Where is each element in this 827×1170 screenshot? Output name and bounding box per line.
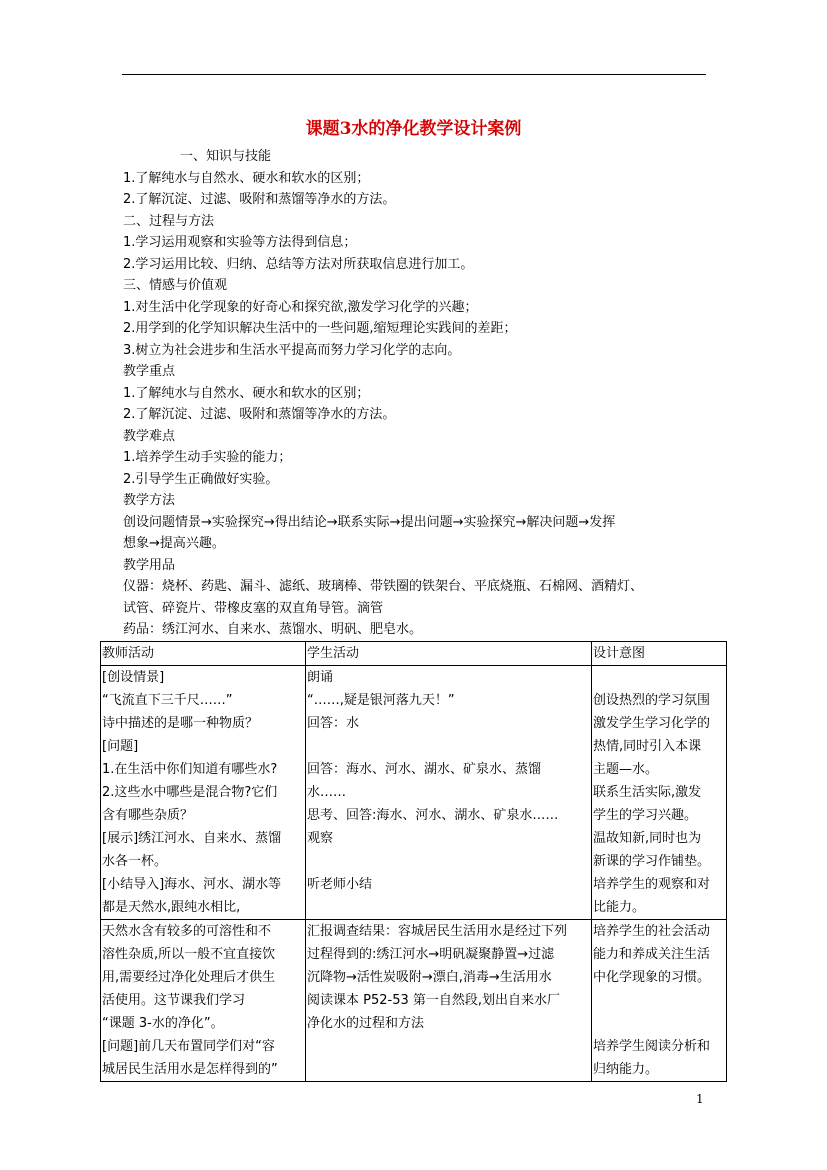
list-item: 2.引导学生正确做好实验。 bbox=[123, 471, 279, 487]
cell-line bbox=[307, 735, 590, 758]
cell-line: [问题]前几天布置同学们对“容 bbox=[102, 1039, 275, 1054]
cell-line: 活使用。这节课我们学习 bbox=[102, 993, 246, 1008]
cell-line: 水…… bbox=[307, 785, 347, 800]
cell-line: “飞流直下三千尺……” bbox=[102, 693, 233, 708]
cell-line: 含有哪些杂质？ bbox=[102, 808, 194, 823]
cell-line: 比能力。 bbox=[593, 900, 646, 915]
document-body bbox=[123, 146, 713, 641]
cell-line: 都是天然水,跟纯水相比, bbox=[102, 900, 241, 915]
list-item: 2.了解沉淀、过滤、吸附和蒸馏等净水的方法。 bbox=[123, 407, 396, 422]
cell-line bbox=[593, 1012, 725, 1035]
cell-line: 溶性杂质,所以一般不宜直接饮 bbox=[102, 947, 276, 962]
cell-line: 过程得到的:绣江河水→明矾凝聚静置→过滤 bbox=[307, 947, 555, 962]
cell-line: [问题] bbox=[102, 739, 139, 754]
section-heading: 一、知识与技能 bbox=[180, 149, 272, 164]
cell-line: “……,疑是银河落九天！” bbox=[307, 693, 455, 708]
section-heading: 教学重点 bbox=[123, 364, 176, 379]
list-item: 1.培养学生动手实验的能力； bbox=[123, 450, 292, 465]
list-item: 2.用学到的化学知识解决生活中的一些问题,缩短理论实践间的差距； bbox=[123, 321, 517, 336]
teacher-activity-cell bbox=[101, 666, 306, 920]
list-item: 3.树立为社会进步和生活水平提高而努力学习化学的志向。 bbox=[123, 342, 461, 358]
cell-line: 城居民生活用水是怎样得到的” bbox=[102, 1062, 278, 1077]
cell-line: 中化学现象的习惯。 bbox=[593, 970, 711, 985]
cell-line: 回答：水 bbox=[307, 716, 360, 731]
cell-line bbox=[307, 1035, 590, 1058]
design-intent-cell bbox=[592, 666, 727, 920]
cell-line: 新课的学习作铺垫。 bbox=[593, 854, 711, 869]
table-row bbox=[101, 666, 727, 920]
cell-line bbox=[593, 666, 725, 689]
cell-line: 创设热烈的学习氛围 bbox=[593, 693, 711, 708]
header-rule bbox=[122, 74, 706, 75]
cell-line: 天然水含有较多的可溶性和不 bbox=[102, 924, 272, 939]
design-intent-cell bbox=[592, 920, 727, 1082]
cell-line bbox=[593, 989, 725, 1012]
cell-line: 水各一杯。 bbox=[102, 854, 168, 869]
cell-line: 联系生活实际,激发 bbox=[593, 785, 702, 800]
paragraph-line: 试管、碎瓷片、带橡皮塞的双直角导管。滴管 bbox=[123, 600, 384, 616]
cell-line: 主题—水。 bbox=[593, 762, 659, 777]
cell-line: 回答：海水、河水、湖水、矿泉水、蒸馏 bbox=[307, 762, 542, 777]
section-heading: 二、过程与方法 bbox=[123, 213, 215, 229]
list-item: 1.了解纯水与自然水、硬水和软水的区别； bbox=[123, 170, 370, 186]
table-header-row bbox=[101, 642, 727, 666]
cell-line: [小结导入]海水、河水、湖水等 bbox=[102, 877, 282, 892]
cell-line bbox=[307, 1058, 590, 1081]
cell-line: 2.这些水中哪些是混合物?它们 bbox=[102, 785, 278, 800]
section-heading: 三、情感与价值观 bbox=[123, 278, 228, 293]
cell-line: 培养学生的社会活动 bbox=[593, 924, 711, 939]
paragraph-line: 药品：绣江河水、自来水、蒸馏水、明矾、肥皂水。 bbox=[123, 622, 423, 637]
header-cell: 学生活动 bbox=[306, 642, 592, 666]
student-activity-cell bbox=[306, 666, 592, 920]
cell-line: 朗诵 bbox=[307, 670, 334, 685]
cell-line bbox=[307, 896, 590, 919]
cell-line: [创设情景] bbox=[102, 670, 165, 685]
cell-line bbox=[307, 850, 590, 873]
cell-line: 温故知新,同时也为 bbox=[593, 831, 702, 846]
student-activity-cell bbox=[306, 920, 592, 1082]
cell-line: 1.在生活中你们知道有哪些水? bbox=[102, 762, 278, 777]
list-item: 1.学习运用观察和实验等方法得到信息； bbox=[123, 235, 357, 250]
page-title: 课题3水的净化教学设计案例 bbox=[305, 119, 522, 139]
cell-line: 诗中描述的是哪一种物质？ bbox=[102, 716, 259, 731]
header-cell: 教师活动 bbox=[101, 642, 306, 666]
cell-line: 热情,同时引入本课 bbox=[593, 739, 702, 754]
cell-line: 学生的学习兴趣。 bbox=[593, 808, 698, 823]
list-item: 2.学习运用比较、归纳、总结等方法对所获取信息进行加工。 bbox=[123, 256, 474, 272]
section-heading: 教学用品 bbox=[123, 557, 176, 573]
paragraph-line: 创设问题情景→实验探究→得出结论→联系实际→提出问题→实验探究→解决问题→发挥 bbox=[123, 514, 616, 530]
lesson-plan-table bbox=[100, 641, 727, 1082]
cell-line: 阅读课本 P52-53 第一自然段,划出自来水厂 bbox=[307, 993, 561, 1008]
paragraph-line: 仪器：烧杯、药匙、漏斗、滤纸、玻璃棒、带铁圈的铁架台、平底烧瓶、石棉网、酒精灯、 bbox=[123, 579, 644, 594]
cell-line: [展示]绣江河水、自来水、蒸馏 bbox=[102, 831, 282, 846]
cell-line: 沉降物→活性炭吸附→漂白,消毒→生活用水 bbox=[307, 970, 552, 985]
cell-line: 归纳能力。 bbox=[593, 1062, 659, 1077]
cell-line: 汇报调查结果：容城居民生活用水是经过下列 bbox=[307, 924, 568, 939]
cell-line: 听老师小结 bbox=[307, 877, 373, 892]
cell-line: 用,需要经过净化处理后才供生 bbox=[102, 970, 276, 985]
cell-line: 培养学生的观察和对 bbox=[593, 877, 711, 892]
cell-line: 能力和养成关注生活 bbox=[593, 947, 711, 962]
table-row bbox=[101, 920, 727, 1082]
page-number: 1 bbox=[696, 1092, 704, 1106]
cell-line: 思考、回答:海水、河水、湖水、矿泉水…… bbox=[307, 808, 559, 823]
cell-line: 培养学生阅读分析和 bbox=[593, 1039, 711, 1054]
teacher-activity-cell bbox=[101, 920, 306, 1082]
section-heading: 教学难点 bbox=[123, 428, 176, 444]
section-heading: 教学方法 bbox=[123, 493, 176, 508]
cell-line: “课题 3-水的净化”。 bbox=[102, 1016, 224, 1031]
cell-line: 观察 bbox=[307, 831, 334, 846]
cell-line: 激发学生学习化学的 bbox=[593, 716, 711, 731]
cell-line: 净化水的过程和方法 bbox=[307, 1016, 425, 1031]
list-item: 1.了解纯水与自然水、硬水和软水的区别； bbox=[123, 385, 370, 401]
paragraph-line: 想象→提高兴趣。 bbox=[123, 536, 225, 551]
header-cell: 设计意图 bbox=[592, 642, 727, 666]
list-item: 2.了解沉淀、过滤、吸附和蒸馏等净水的方法。 bbox=[123, 192, 396, 207]
list-item: 1.对生活中化学现象的好奇心和探究欲,激发学习化学的兴趣； bbox=[123, 299, 478, 315]
